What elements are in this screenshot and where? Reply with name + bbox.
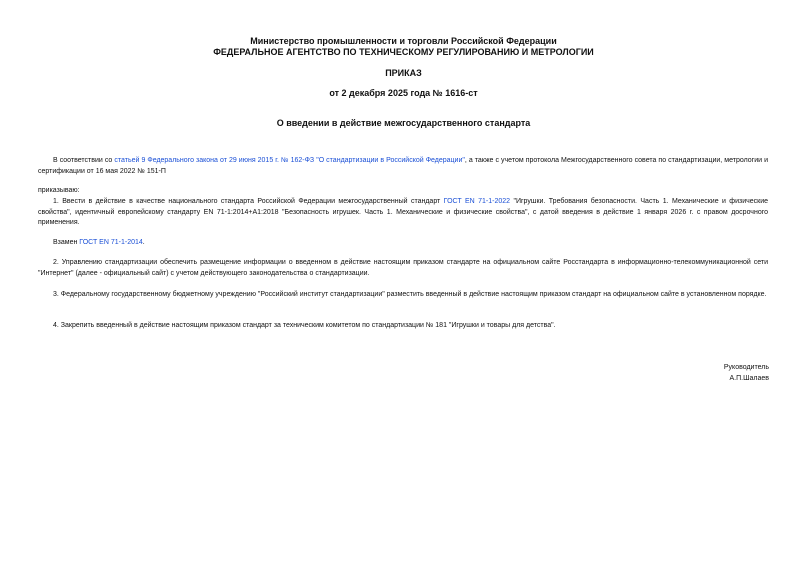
replace-text-end: . bbox=[142, 239, 145, 246]
item-1-text-end: "Игрушки. Требования безопасности. Часть 1. Механические и физические свойства", идентичный европейскому стандарту EN 71-1:2014+A1:2018 "Безопасность игрушек. Часть 1. Механические и физические свойства", с датой введения в действие 1 января 2026 г. с правом досрочного применения. bbox=[38, 198, 769, 226]
order-word: приказываю: bbox=[38, 187, 80, 194]
item-1-paragraph bbox=[38, 197, 768, 229]
preamble-text-start: В соответствии со bbox=[53, 157, 115, 164]
ministry-name: Министерство промышленности и торговли Российской Федерации bbox=[250, 36, 557, 46]
document-title: О введении в действие межгосударственного стандарта bbox=[276, 118, 531, 128]
document-date: от 2 декабря 2025 года № 1616-ст bbox=[329, 88, 478, 98]
agency-name: ФЕДЕРАЛЬНОЕ АГЕНТСТВО ПО ТЕХНИЧЕСКОМУ РЕГУЛИРОВАНИЮ И МЕТРОЛОГИИ bbox=[213, 47, 594, 57]
preamble-paragraph bbox=[38, 156, 768, 177]
gost-2022-link[interactable]: ГОСТ EN 71-1-2022 bbox=[443, 198, 511, 205]
item-4-paragraph: 4. Закрепить введенный в действие настоящим приказом стандарт за техническим комитетом по стандартизации № 181 "Игрушки и товары для детства". bbox=[53, 322, 556, 329]
federal-law-link[interactable]: статьей 9 Федерального закона от 29 июня 2015 г. № 162-ФЗ "О стандартизации в Российской Федерации" bbox=[114, 157, 465, 164]
item-3-paragraph: 3. Федеральному государственному бюджетному учреждению "Российский институт стандартизации" разместить введенный в действие настоящим приказом стандарт на официальном сайте в установленном порядке. bbox=[53, 291, 767, 298]
signatory-name: А.П.Шалаев bbox=[729, 375, 769, 382]
item-2-paragraph: 2. Управлению стандартизации обеспечить размещение информации о введенном в действие настоящим приказом стандарте на официальном сайте Росстандарта в информационно-телекоммуникационной сети "Интернет" (далее - официальный сайт) с учетом действующего законодательства о стандартизации. bbox=[38, 259, 768, 277]
signatory-position: Руководитель bbox=[723, 364, 769, 371]
replace-paragraph bbox=[38, 238, 768, 249]
gost-2014-link[interactable]: ГОСТ EN 71-1-2014 bbox=[79, 239, 143, 246]
replace-text-start: Взамен bbox=[53, 239, 80, 246]
preamble-text-end: , а также с учетом протокола Межгосударственного совета по стандартизации, метрологии и сертификации от 16 мая 2022 № 151-П bbox=[38, 157, 768, 175]
item-1-text-start: 1. Ввести в действие в качестве национального стандарта Российской Федерации межгосударственный стандарт bbox=[53, 198, 444, 205]
document-type: ПРИКАЗ bbox=[385, 68, 422, 78]
